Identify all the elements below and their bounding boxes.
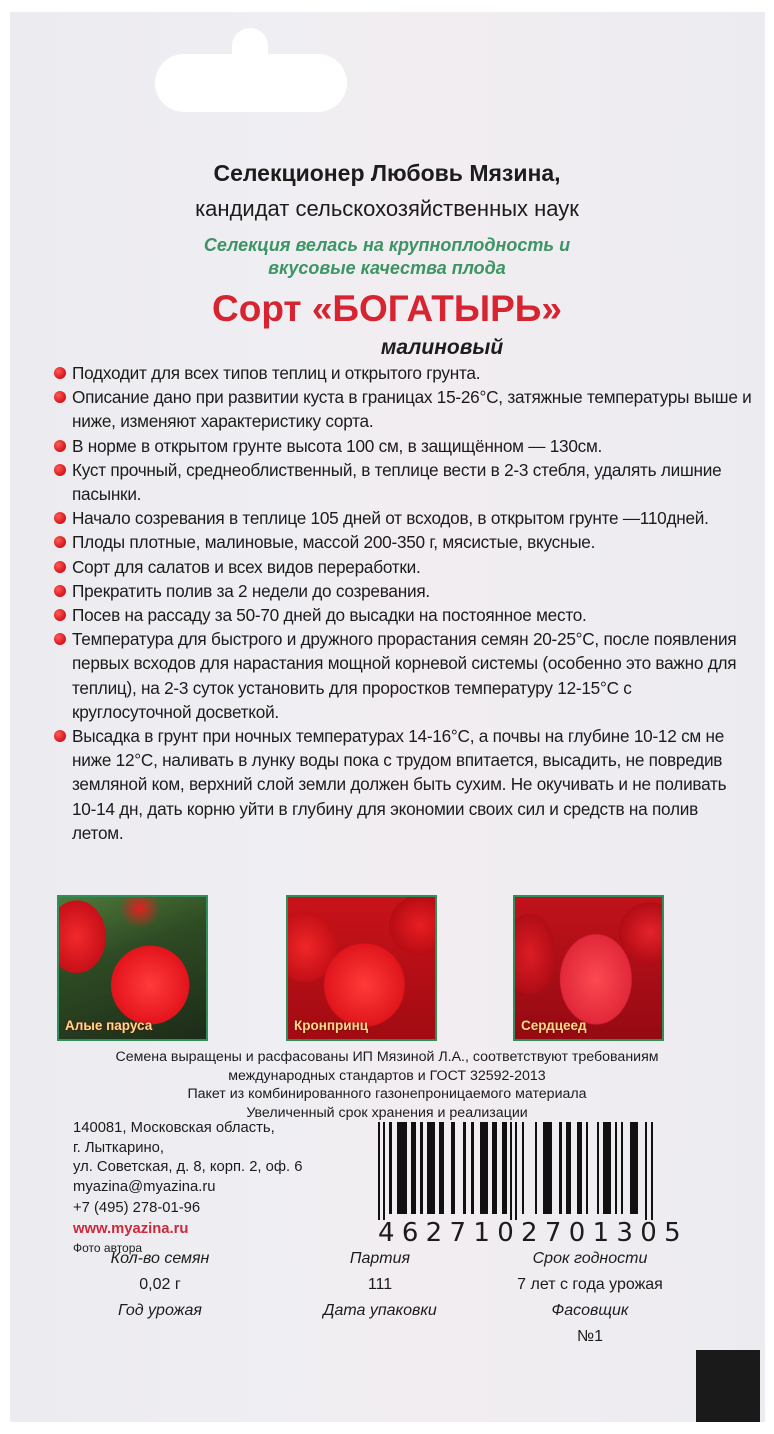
breeder-degree: кандидат сельскохозяйственных наук — [195, 196, 579, 221]
growing-instructions — [52, 361, 752, 845]
shelf-life-label: Срок годности — [532, 1250, 648, 1267]
compliance-line1: Семена выращены и расфасованы ИП Мязиной Л.А., соответствуют требованиям — [115, 1049, 659, 1065]
photo-aly-parusa — [57, 895, 208, 1041]
compliance-text — [0, 1048, 774, 1122]
list-item: Начало созревания в теплице 105 дней от всходов, в открытом грунте —110дней. — [52, 506, 752, 530]
compliance-line4: Увеличенный срок хранения и реализации — [246, 1104, 528, 1121]
compliance-line2: международных стандартов и ГОСТ 32592-2013 — [228, 1067, 546, 1084]
bullet-dot-icon — [54, 512, 66, 524]
packing-date-label: Дата упаковки — [323, 1302, 437, 1319]
compliance-line3: Пакет из комбинированного газонепроницаемого материала — [187, 1086, 587, 1103]
producer-address — [73, 1117, 303, 1257]
photo-label: Сердцеед — [521, 1018, 587, 1033]
variety-title: Сорт «БОГАТЫРЬ» — [212, 288, 562, 329]
breeder-name: Селекционер Любовь Мязина, — [213, 160, 561, 186]
bullet-dot-icon — [54, 536, 66, 548]
website-link[interactable]: www.myazina.ru — [73, 1221, 189, 1237]
list-item: Сорт для салатов и всех видов переработки. — [52, 555, 752, 579]
harvest-year-label: Год урожая — [118, 1302, 202, 1319]
packer-value: №1 — [576, 1328, 604, 1345]
list-item: Плоды плотные, малиновые, массой 200-350 г, мясистые, вкусные. — [52, 530, 752, 554]
photo-serdtseed — [513, 895, 664, 1041]
bullet-dot-icon — [54, 609, 66, 621]
list-item: Подходит для всех типов теплиц и открытого грунта. — [52, 361, 752, 385]
selection-focus-line2: вкусовые качества плода — [268, 258, 506, 278]
phone-number: +7 (495) 278-01-96 — [73, 1200, 201, 1216]
show-through-print — [565, 80, 578, 125]
list-item: В норме в открытом грунте высота 100 см, в защищённом — 130см. — [52, 434, 752, 458]
barcode-number: 4627102701305 — [378, 1218, 688, 1248]
photo-credit: Фото автора — [73, 1241, 143, 1255]
bullet-dot-icon — [54, 440, 66, 452]
packer-label: Фасовщик — [551, 1302, 629, 1319]
bullet-dot-icon — [54, 633, 66, 645]
bullet-dot-icon — [54, 367, 66, 379]
list-item: Посев на рассаду за 50-70 дней до высадки на постоянное место. — [52, 603, 752, 627]
list-item: Температура для быстрого и дружного прорастания семян 20-25°С, после появления первых всходов для нарастания мощной корневой системы (особенно это важно для теплиц), на 2-3 суток установить для проростков температуру 12-15°С с круглосуточной досветкой. — [52, 627, 752, 724]
bullet-dot-icon — [54, 391, 66, 403]
batch-value: 111 — [367, 1276, 393, 1293]
bullet-dot-icon — [54, 561, 66, 573]
bullet-dot-icon — [54, 464, 66, 476]
address-line3: ул. Советская, д. 8, корп. 2, оф. 6 — [73, 1159, 303, 1175]
seed-quantity-label: Кол-во семян — [110, 1250, 210, 1267]
address-line2: г. Лыткарино, — [73, 1140, 164, 1156]
list-item: Прекратить полив за 2 недели до созревания. — [52, 579, 752, 603]
batch-label: Партия — [349, 1250, 411, 1267]
seed-quantity-value: 0,02 г — [139, 1276, 181, 1293]
photo-label: Алые паруса — [65, 1018, 153, 1033]
photo-kronprints — [286, 895, 437, 1041]
list-item: Высадка в грунт при ночных температурах 14-16°С, а почвы на глубине 10-12 см не ниже 12°С, наливать в лунку воды пока с трудом впитается, высадить, не повредив земляной ком, верхний слой земли должен быть сухим. Не окучивать и не поливать 10-14 дн, дать корню уйти в глубину для экономии своих сил и средств на полив летом. — [52, 724, 752, 845]
selection-focus-line1: Селекция велась на крупноплодность и — [203, 235, 571, 255]
shelf-life-value: 7 лет с года урожая — [517, 1276, 663, 1293]
selection-focus — [0, 234, 774, 280]
list-item: Куст прочный, среднеоблиственный, в теплице вести в 2-3 стебля, удалять лишние пасынки. — [52, 458, 752, 506]
email-link[interactable]: myazina@myazina.ru — [73, 1179, 216, 1195]
barcode — [375, 1122, 667, 1220]
related-varieties-photos — [57, 895, 712, 1035]
photo-label: Кронпринц — [294, 1018, 369, 1033]
variety-subtype: малиновый — [380, 336, 504, 359]
bullet-dot-icon — [54, 730, 66, 742]
list-item: Описание дано при развитии куста в границах 15-26°С, затяжные температуры выше и ниже, изменяют характеристику сорта. — [52, 385, 752, 433]
address-line1: 140081, Московская область, — [73, 1120, 275, 1136]
dark-corner-patch — [696, 1350, 760, 1422]
hanger-hole-tab — [232, 28, 268, 68]
bullet-dot-icon — [54, 585, 66, 597]
